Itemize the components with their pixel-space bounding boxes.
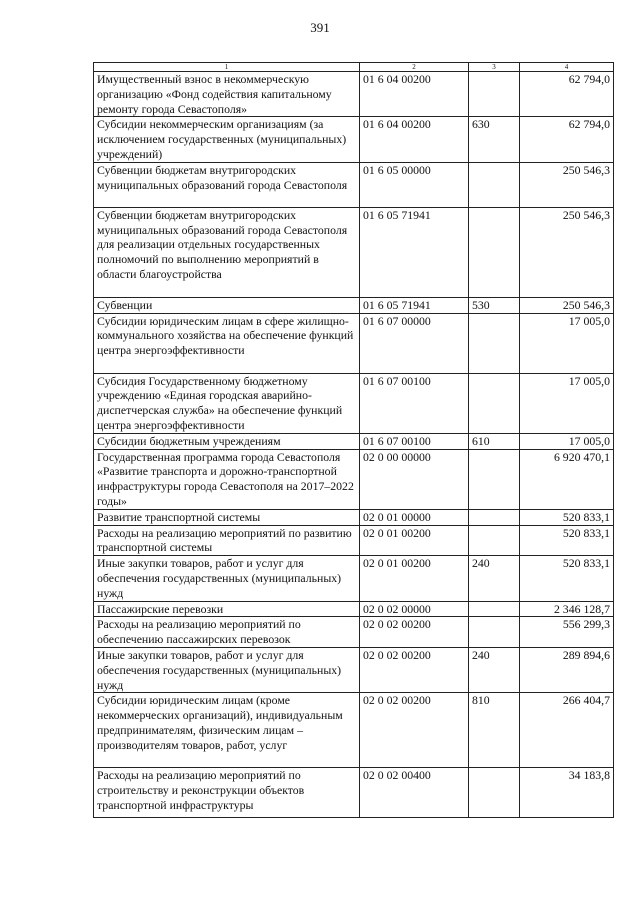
row-sum: 17 005,0 — [520, 433, 614, 449]
row-name: Пассажирские перевозки — [94, 601, 360, 617]
row-sum: 266 404,7 — [520, 693, 614, 768]
row-type — [469, 313, 520, 373]
row-code: 01 6 05 71941 — [360, 207, 469, 297]
table-row — [94, 433, 614, 449]
row-name: Субвенции бюджетам внутригородских муниципальных образований города Севастополя для реализации отдельных государственных полномочий по выполнению мероприятий в области благоустройства — [94, 207, 360, 297]
row-name: Расходы на реализацию мероприятий по развитию транспортной системы — [94, 525, 360, 556]
row-name: Иные закупки товаров, работ и услуг для обеспечения государственных (муниципальных) нужд — [94, 556, 360, 601]
row-code: 01 6 05 71941 — [360, 297, 469, 313]
table-row — [94, 509, 614, 525]
row-code: 01 6 07 00100 — [360, 373, 469, 433]
table-row — [94, 207, 614, 297]
row-type: 810 — [469, 693, 520, 768]
table-row — [94, 601, 614, 617]
row-sum: 34 183,8 — [520, 768, 614, 818]
header-cell-type: 3 — [469, 63, 520, 72]
table-row — [94, 72, 614, 117]
header-cell-code: 2 — [360, 63, 469, 72]
row-name: Субсидии бюджетным учреждениям — [94, 433, 360, 449]
row-code: 02 0 01 00000 — [360, 509, 469, 525]
row-sum: 6 920 470,1 — [520, 449, 614, 509]
row-code: 01 6 04 00200 — [360, 72, 469, 117]
row-code: 01 6 07 00100 — [360, 433, 469, 449]
row-sum: 520 833,1 — [520, 525, 614, 556]
table-row — [94, 693, 614, 768]
row-code: 02 0 02 00200 — [360, 693, 469, 768]
row-type — [469, 162, 520, 207]
row-type — [469, 72, 520, 117]
header-cell-sum: 4 — [520, 63, 614, 72]
row-code: 02 0 02 00000 — [360, 601, 469, 617]
row-code: 02 0 02 00400 — [360, 768, 469, 818]
row-code: 02 0 00 00000 — [360, 449, 469, 509]
table-header-row — [94, 63, 614, 72]
row-type — [469, 617, 520, 648]
row-sum: 250 546,3 — [520, 162, 614, 207]
table-row — [94, 313, 614, 373]
table-row — [94, 162, 614, 207]
row-name: Субсидия Государственному бюджетному учреждению «Единая городская аварийно-диспетчерская служба» на обеспечение функций центра энергоэффективности — [94, 373, 360, 433]
row-name: Субсидии некоммерческим организациям (за исключением государственных (муниципальных) учреждений) — [94, 117, 360, 162]
budget-table — [93, 62, 614, 818]
row-type: 530 — [469, 297, 520, 313]
table-row — [94, 556, 614, 601]
table-row — [94, 647, 614, 692]
row-name: Государственная программа города Севастополя «Развитие транспорта и дорожно-транспортной инфраструктуры города Севастополя на 2017–2022 годы» — [94, 449, 360, 509]
row-sum: 520 833,1 — [520, 509, 614, 525]
row-name: Расходы на реализацию мероприятий по обеспечению пассажирских перевозок — [94, 617, 360, 648]
row-code: 02 0 01 00200 — [360, 525, 469, 556]
row-sum: 250 546,3 — [520, 207, 614, 297]
row-code: 02 0 02 00200 — [360, 647, 469, 692]
row-type: 630 — [469, 117, 520, 162]
row-name: Развитие транспортной системы — [94, 509, 360, 525]
row-type — [469, 601, 520, 617]
table-row — [94, 373, 614, 433]
row-code: 02 0 02 00200 — [360, 617, 469, 648]
table-row — [94, 768, 614, 818]
row-sum: 17 005,0 — [520, 313, 614, 373]
row-sum: 62 794,0 — [520, 117, 614, 162]
row-sum: 556 299,3 — [520, 617, 614, 648]
row-type — [469, 373, 520, 433]
row-type — [469, 207, 520, 297]
row-type — [469, 509, 520, 525]
table-row — [94, 525, 614, 556]
row-sum: 2 346 128,7 — [520, 601, 614, 617]
row-type — [469, 525, 520, 556]
row-sum: 17 005,0 — [520, 373, 614, 433]
row-name: Субсидии юридическим лицам в сфере жилищно-коммунального хозяйства на обеспечение функций центра энергоэффективности — [94, 313, 360, 373]
table-row — [94, 449, 614, 509]
table-row — [94, 617, 614, 648]
row-type — [469, 449, 520, 509]
row-name: Субсидии юридическим лицам (кроме некоммерческих организаций), индивидуальным предпринимателям, физическим лицам – производителям товаров, работ, услуг — [94, 693, 360, 768]
row-type: 610 — [469, 433, 520, 449]
row-name: Иные закупки товаров, работ и услуг для обеспечения государственных (муниципальных) нужд — [94, 647, 360, 692]
row-name: Субвенции бюджетам внутригородских муниципальных образований города Севастополя — [94, 162, 360, 207]
row-code: 01 6 05 00000 — [360, 162, 469, 207]
header-cell-name: 1 — [94, 63, 360, 72]
row-code: 02 0 01 00200 — [360, 556, 469, 601]
table-row — [94, 117, 614, 162]
row-sum: 62 794,0 — [520, 72, 614, 117]
row-name: Субвенции — [94, 297, 360, 313]
row-code: 01 6 04 00200 — [360, 117, 469, 162]
row-name: Имущественный взнос в некоммерческую организацию «Фонд содействия капитальному ремонту города Севастополя» — [94, 72, 360, 117]
row-name: Расходы на реализацию мероприятий по строительству и реконструкции объектов транспортной инфраструктуры — [94, 768, 360, 818]
row-type: 240 — [469, 647, 520, 692]
row-type: 240 — [469, 556, 520, 601]
page-number: 391 — [310, 20, 330, 35]
row-sum: 520 833,1 — [520, 556, 614, 601]
row-sum: 250 546,3 — [520, 297, 614, 313]
table-row — [94, 297, 614, 313]
row-code: 01 6 07 00000 — [360, 313, 469, 373]
row-type — [469, 768, 520, 818]
row-sum: 289 894,6 — [520, 647, 614, 692]
